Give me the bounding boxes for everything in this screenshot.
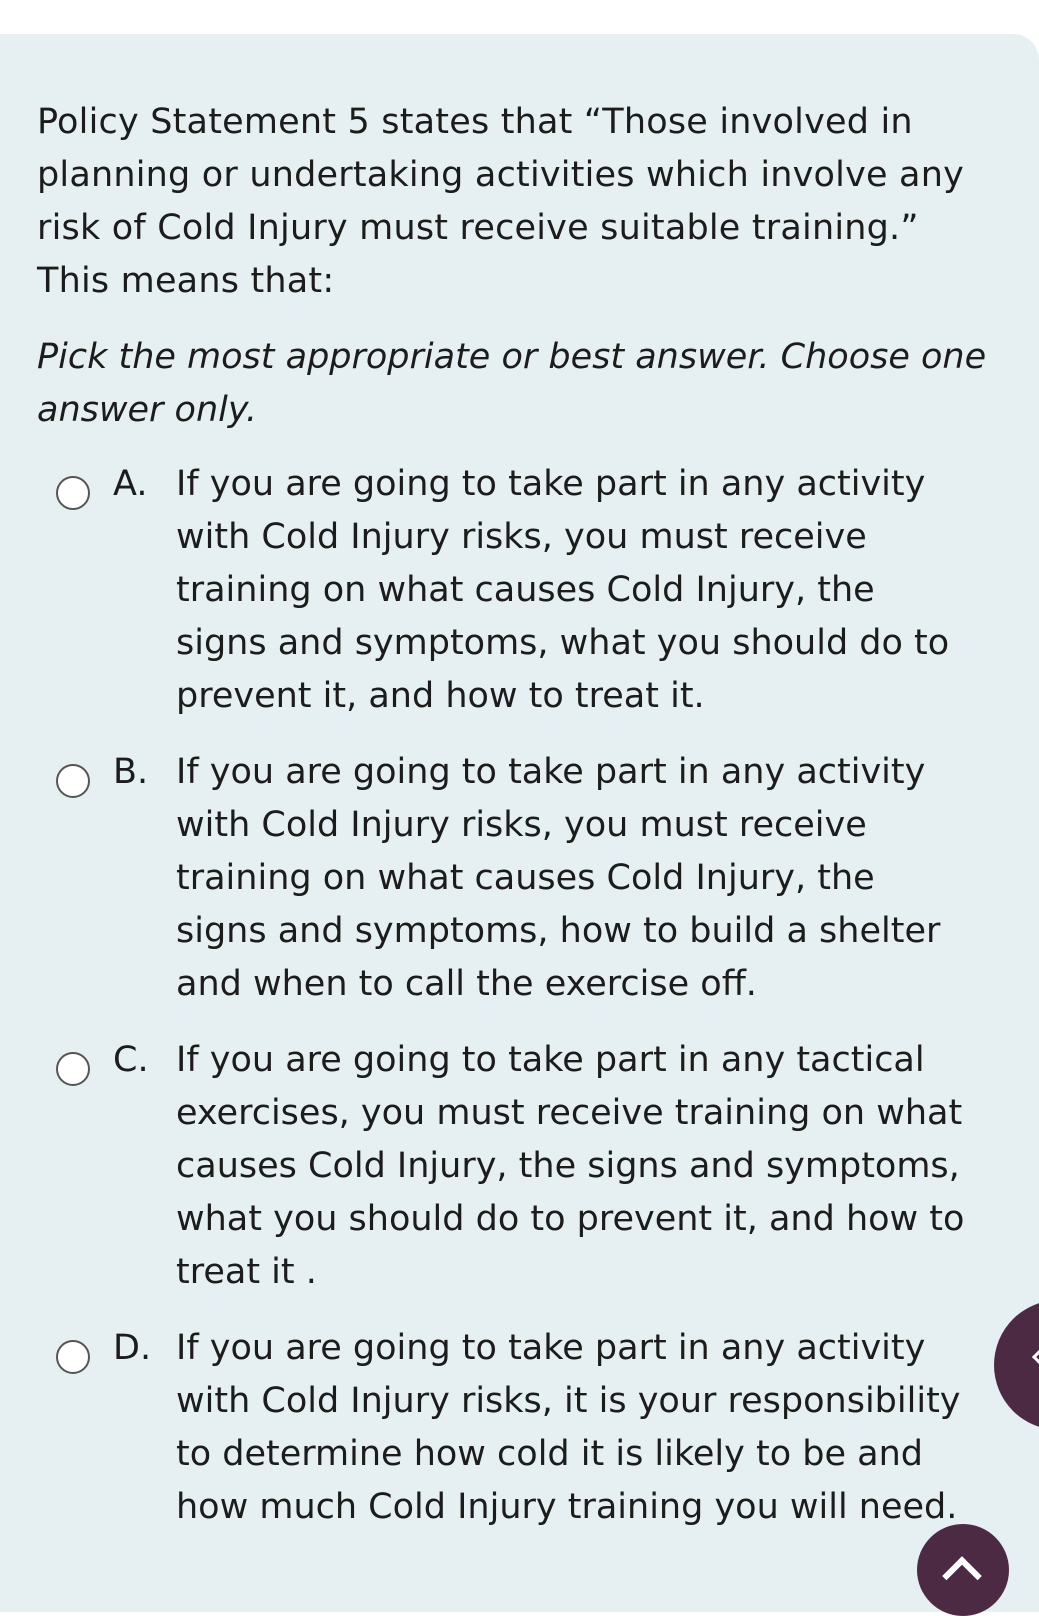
option-letter-b: B. (113, 752, 149, 792)
radio-button-a[interactable] (56, 476, 90, 510)
option-letter-d: D. (113, 1328, 152, 1368)
radio-button-b[interactable] (56, 764, 90, 798)
option-text-b: If you are going to take part in any activity with Cold Injury risks, you must receive training on what causes Cold Injury, the signs and symptoms, how to build a shelter and when to call the exercise off. (176, 752, 941, 1004)
radio-button-d[interactable] (56, 1340, 90, 1374)
chevron-up-icon (942, 1556, 982, 1596)
radio-button-c[interactable] (56, 1052, 90, 1086)
question-instruction: Pick the most appropriate or best answer. Choose one answer only. (37, 337, 987, 430)
scroll-to-top-button[interactable] (917, 1524, 1009, 1616)
option-text-a: If you are going to take part in any activity with Cold Injury risks, you must receive training on what causes Cold Injury, the signs and symptoms, what you should do to prevent it, and how to treat it. (176, 464, 950, 716)
option-text-c: If you are going to take part in any tactical exercises, you must receive training on what causes Cold Injury, the signs and symptoms, what you should do to prevent it, and how to treat it . (176, 1040, 965, 1292)
option-text-d: If you are going to take part in any activity with Cold Injury risks, it is your responsibility to determine how cold it is likely to be and how much Cold Injury training you will need. (176, 1328, 961, 1527)
option-letter-c: C. (113, 1040, 149, 1080)
question-text: Policy Statement 5 states that “Those involved in planning or undertaking activities which involve any risk of Cold Injury must receive suitable training.” This means that: (37, 102, 964, 301)
option-letter-a: A. (113, 464, 148, 504)
chevron-left-icon (1032, 1350, 1039, 1364)
